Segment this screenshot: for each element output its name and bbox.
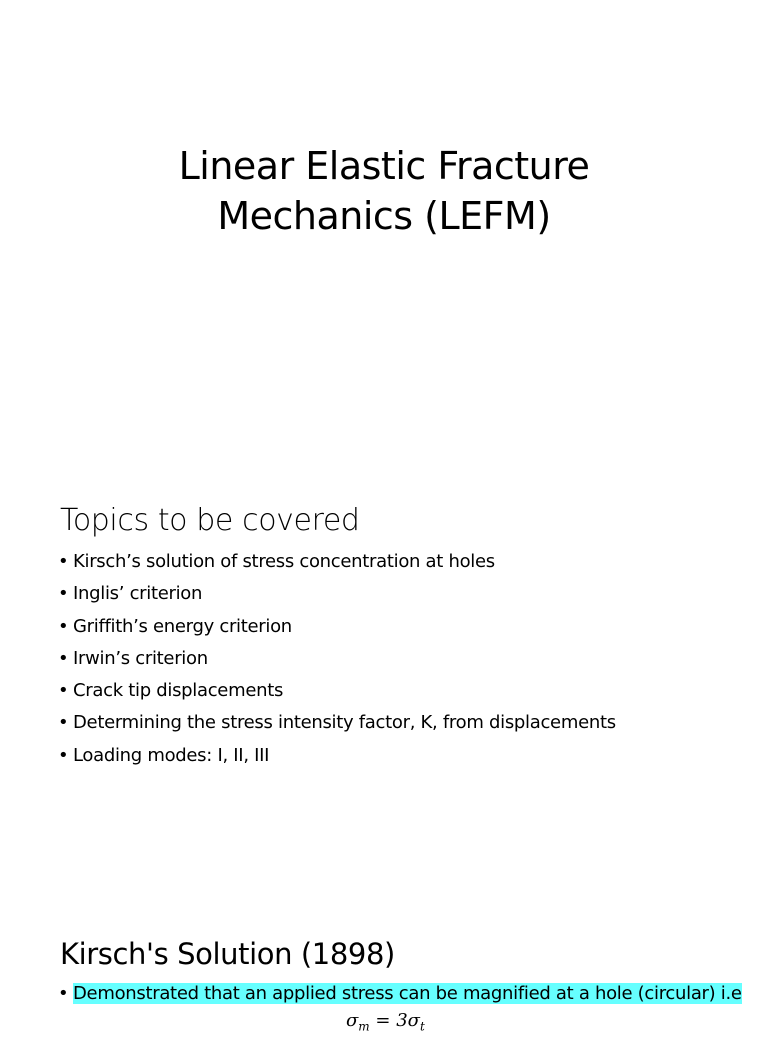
slide-title — [0, 141, 768, 241]
bullet-icon: • — [58, 615, 69, 637]
formula-lhs-sub: m — [358, 1019, 370, 1034]
bullet-icon: • — [58, 583, 69, 605]
list-item — [58, 546, 616, 578]
list-item-text: Kirsch’s solution of stress concentration at holes — [73, 551, 495, 572]
title-line-2: Mechanics (LEFM) — [217, 194, 551, 239]
bullet-icon: • — [58, 744, 69, 766]
list-item — [58, 707, 616, 739]
topics-slide — [0, 440, 768, 868]
topics-heading: Topics to be covered — [60, 502, 360, 538]
topics-list — [58, 546, 616, 772]
bullet-icon: • — [58, 680, 69, 702]
bullet-icon: • — [58, 551, 69, 572]
list-item-text: Griffith’s energy criterion — [73, 615, 292, 637]
list-item — [58, 578, 616, 610]
stress-formula — [346, 1010, 425, 1038]
list-item — [58, 978, 742, 1010]
list-item-text: Crack tip displacements — [73, 680, 284, 702]
list-item — [58, 740, 616, 772]
formula-rhs-sub: t — [419, 1019, 425, 1034]
list-item-text: Irwin’s criterion — [73, 647, 208, 669]
formula-lhs: σ — [346, 1010, 359, 1031]
highlighted-text: Demonstrated that an applied stress can be magnified at a hole (circular) i.e — [73, 983, 742, 1004]
list-item-text: Determining the stress intensity factor, K, from displacements — [73, 712, 616, 734]
list-item — [58, 643, 616, 675]
list-item — [58, 675, 616, 707]
bullet-icon: • — [58, 712, 69, 734]
formula-equals: = — [369, 1010, 397, 1031]
list-item — [58, 611, 616, 643]
bullet-icon: • — [58, 983, 69, 1004]
kirsch-heading: Kirsch's Solution (1898) — [60, 937, 395, 972]
list-item-text: Loading modes: I, II, III — [73, 744, 270, 766]
bullet-icon: • — [58, 647, 69, 669]
kirsch-slide — [0, 868, 768, 1034]
formula-rhs: 3σ — [396, 1010, 420, 1031]
list-item-text: Inglis’ criterion — [73, 583, 203, 605]
kirsch-list — [58, 978, 742, 1010]
title-line-1: Linear Elastic Fracture — [178, 144, 590, 189]
title-slide — [0, 0, 768, 440]
